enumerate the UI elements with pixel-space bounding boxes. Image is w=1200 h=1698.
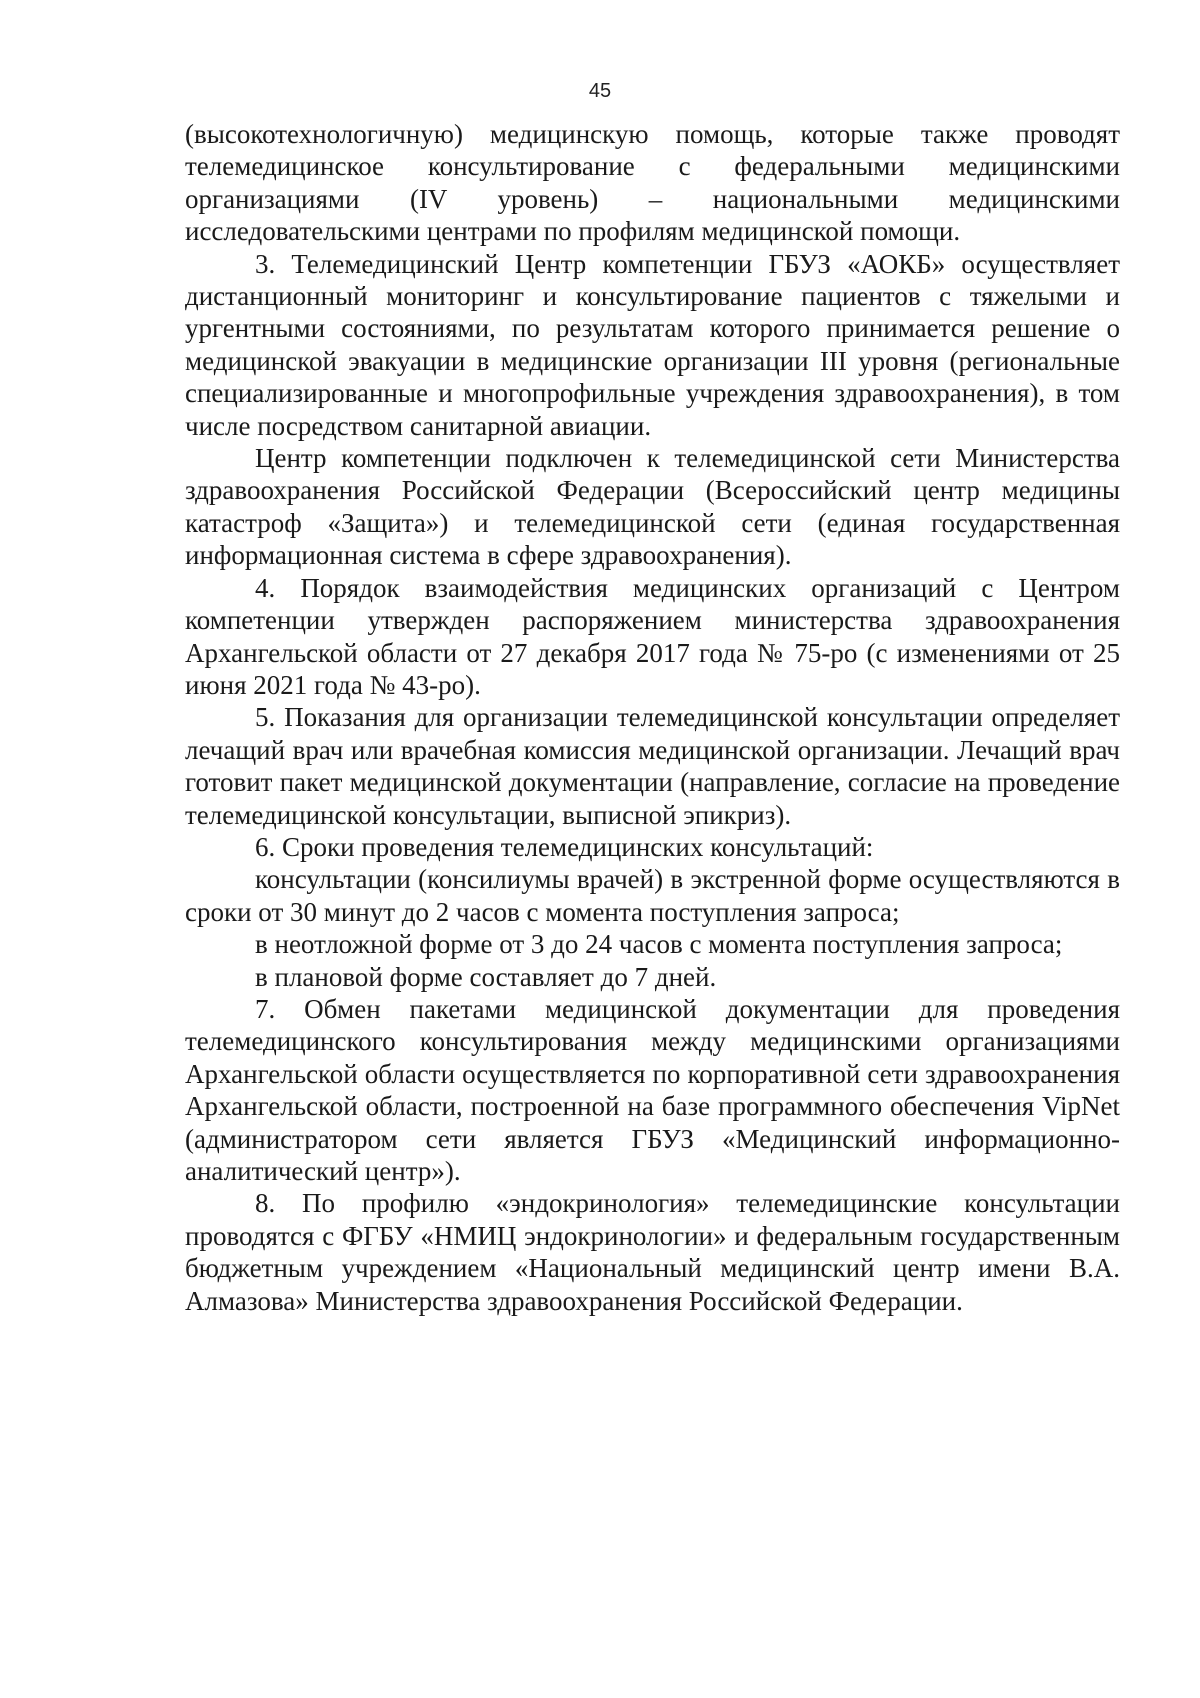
paragraph-item-7: 7. Обмен пакетами медицинской документации для проведения телемедицинского консультирования между медицинскими организациями Архангельской области осуществляется по корпоративной сети здравоохранения Архангельской области, построенной на базе программного обеспечения VipNet (администратором сети является ГБУЗ «Медицинский информационно-аналитический центр»). bbox=[185, 993, 1120, 1186]
paragraph-emergency-form: консультации (консилиумы врачей) в экстренной форме осуществляются в сроки от 30 минут до 2 часов с момента поступления запроса; bbox=[185, 864, 1120, 927]
paragraph-planned-form: в плановой форме составляет до 7 дней. bbox=[255, 961, 717, 992]
page-number: 45 bbox=[588, 80, 612, 102]
paragraph-item-5: 5. Показания для организации телемедицинской консультации определяет лечащий врач или врачебная комиссия медицинской организации. Лечащий врач готовит пакет медицинской документации (направление, согласие на проведение телемедицинской консультации, выписной эпикриз). bbox=[185, 702, 1120, 830]
paragraph-item-6: 6. Сроки проведения телемедицинских консультаций: bbox=[255, 831, 874, 862]
paragraph-item-4: 4. Порядок взаимодействия медицинских организаций с Центром компетенции утвержден распоряжением министерства здравоохранения Архангельской области от 27 декабря 2017 года № 75-ро (с изменениями от 25 июня 2021 года № 43-ро). bbox=[185, 572, 1120, 700]
paragraph-item-3: 3. Телемедицинский Центр компетенции ГБУЗ «АОКБ» осуществляет дистанционный мониторинг и консультирование пациентов с тяжелыми и ургентными состояниями, по результатам которого принимается решение о медицинской эвакуации в медицинские организации III уровня (региональные специализированные и многопрофильные учреждения здравоохранения), в том числе посредством санитарной авиации. bbox=[185, 248, 1120, 441]
paragraph-urgent-form: в неотложной форме от 3 до 24 часов с момента поступления запроса; bbox=[255, 929, 1063, 960]
paragraph-continuation: (высокотехнологичную) медицинскую помощь, которые также проводят телемедицинское консультирование с федеральными медицинскими организациями (IV уровень) – национальными медицинскими исследовательскими центрами по профилям медицинской помощи. bbox=[185, 119, 1120, 247]
paragraph-competence-center: Центр компетенции подключен к телемедицинской сети Министерства здравоохранения Российской Федерации (Всероссийский центр медицины катастроф «Защита») и телемедицинской сети (единая государственная информационная система в сфере здравоохранения). bbox=[185, 443, 1120, 571]
paragraph-item-8: 8. По профилю «эндокринология» телемедицинские консультации проводятся с ФГБУ «НМИЦ эндокринологии» и федеральным государственным бюджетным учреждением «Национальный медицинский центр имени В.А. Алмазова» Министерства здравоохранения Российской Федерации. bbox=[185, 1188, 1120, 1316]
document-body bbox=[185, 118, 1120, 1317]
